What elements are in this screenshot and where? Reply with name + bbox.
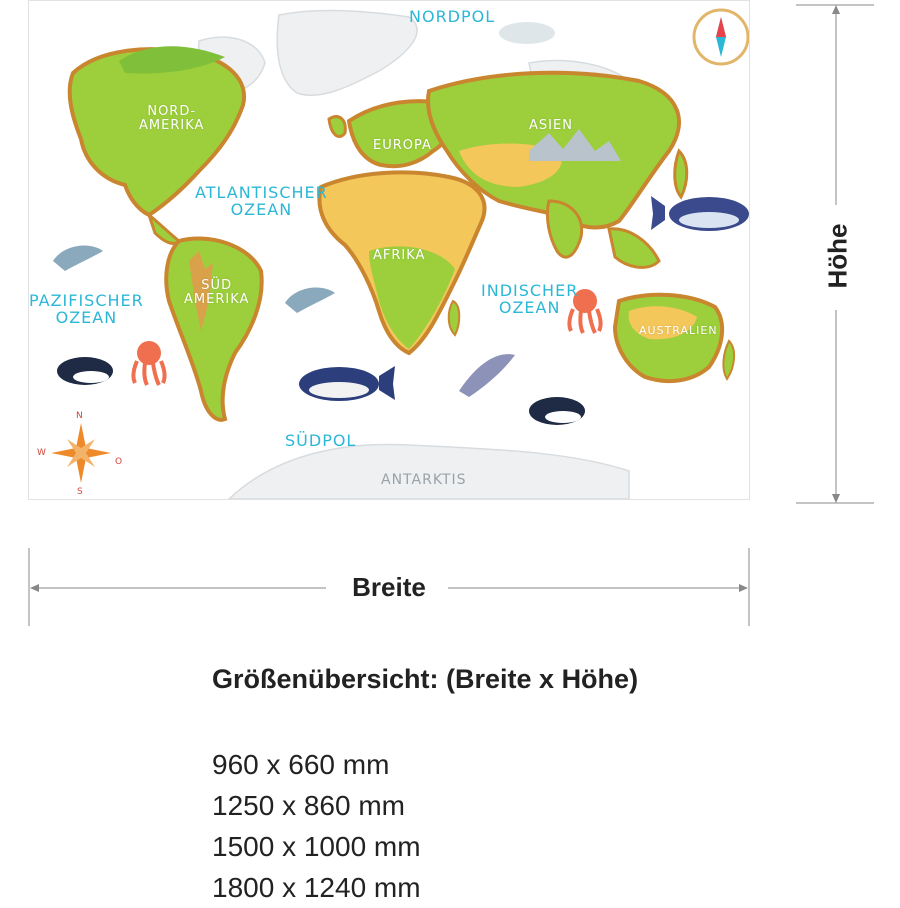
compass-east-letter: O xyxy=(115,457,123,467)
size-option: 1250 x 860 mm xyxy=(212,790,405,821)
octopus-icon xyxy=(133,341,164,385)
width-label: Breite xyxy=(352,572,426,602)
size-overview-title: Größenübersicht: (Breite x Höhe) xyxy=(212,664,639,694)
arctic-ice xyxy=(277,11,417,96)
europe-label: EUROPA xyxy=(373,138,432,153)
beluga-icon xyxy=(499,22,555,44)
new-zealand xyxy=(723,341,734,379)
atlantic-ocean-label: ATLANTISCHER OZEAN xyxy=(195,183,328,219)
size-option: 960 x 660 mm xyxy=(212,749,390,780)
japan xyxy=(675,151,687,197)
southeast-asia xyxy=(609,229,659,268)
dolphin-icon xyxy=(53,246,103,271)
indian-ocean-label: INDISCHER OZEAN xyxy=(481,281,579,317)
antarctica-label: ANTARKTIS xyxy=(381,472,467,488)
north-pole-label: NORDPOL xyxy=(409,7,496,26)
orca-icon xyxy=(57,357,113,385)
size-option: 1500 x 1000 mm xyxy=(212,831,421,862)
size-list xyxy=(212,744,421,908)
compass-icon xyxy=(694,10,748,64)
central-america xyxy=(149,215,179,243)
south-america-label: SÜD AMERIKA xyxy=(184,278,250,307)
uk xyxy=(329,117,345,137)
compass-south-letter: S xyxy=(77,487,83,497)
whale-icon xyxy=(651,196,749,231)
orca-icon xyxy=(529,397,585,425)
pacific-ocean-label: PAZIFISCHER OZEAN xyxy=(29,291,144,327)
asia-label: ASIEN xyxy=(529,118,573,133)
compass-west-letter: W xyxy=(37,448,46,458)
africa-label: AFRIKA xyxy=(373,248,426,263)
dolphin-icon xyxy=(285,288,335,313)
south-pole-label: SÜDPOL xyxy=(285,431,357,450)
south-america-land xyxy=(166,239,261,420)
world-map xyxy=(28,0,750,500)
height-label: Höhe xyxy=(822,223,853,289)
compass-rose-icon xyxy=(51,423,111,483)
shark-icon xyxy=(459,354,515,397)
size-option: 1800 x 1240 mm xyxy=(212,872,421,903)
north-america-label: NORD- AMERIKA xyxy=(139,104,205,133)
madagascar xyxy=(449,301,460,335)
compass-north-letter: N xyxy=(76,411,83,421)
australia-label: AUSTRALIEN xyxy=(639,324,718,337)
whale-icon xyxy=(299,366,395,401)
